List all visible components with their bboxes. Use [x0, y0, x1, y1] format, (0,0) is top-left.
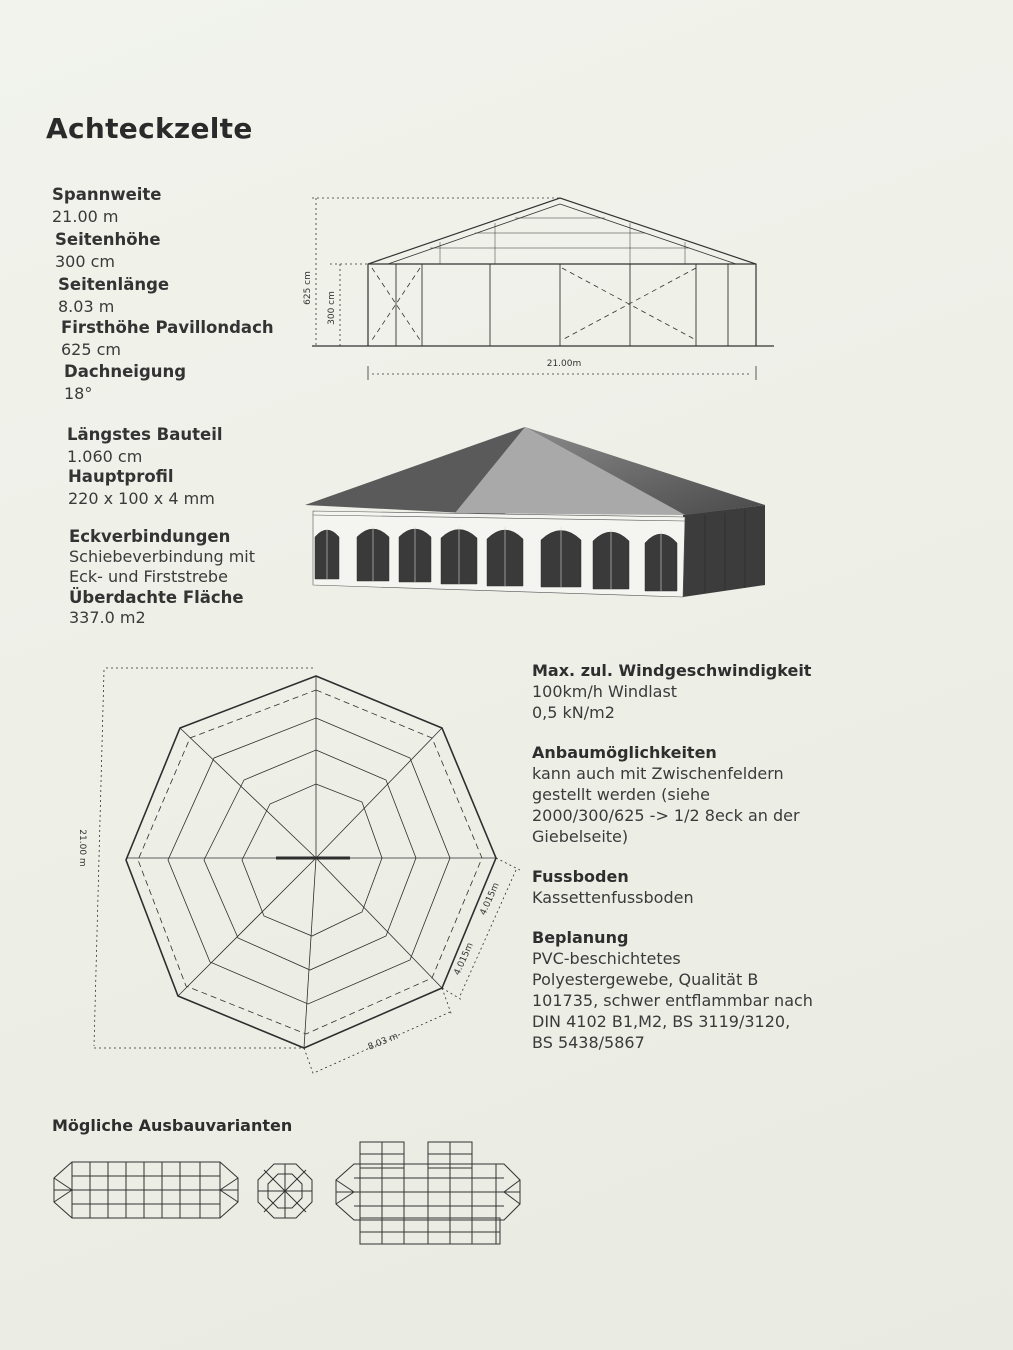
spec-right-line: Giebelseite)	[532, 827, 629, 846]
spec-right-label: Max. zul. Windgeschwindigkeit	[532, 661, 812, 680]
spec-label: Eckverbindungen	[69, 527, 231, 546]
spec-right-line: 0,5 kN/m2	[532, 703, 615, 722]
spec-right-line: Kassettenfussboden	[532, 888, 694, 907]
variant-cross	[332, 1138, 524, 1248]
spec-value: 21.00 m	[52, 207, 119, 226]
page-title: Achteckzelte	[46, 112, 253, 145]
plan-span-label: 21.00 m	[77, 829, 87, 867]
spec-right-line: 101735, schwer entflammbar nach	[532, 991, 813, 1010]
spec-value: 1.060 cm	[67, 447, 143, 466]
spec-laengstes-bauteil	[67, 424, 223, 468]
spec-spannweite	[52, 184, 162, 228]
spec-eckverbindungen	[69, 527, 255, 587]
spec-right-line: 100km/h Windlast	[532, 682, 678, 701]
spec-value: 18°	[64, 384, 93, 403]
spec-label: Seitenhöhe	[55, 230, 161, 249]
spec-seitenlaenge	[58, 274, 169, 318]
variant-octagon	[256, 1162, 314, 1220]
spec-seitenhoehe	[55, 229, 161, 273]
spec-value: Eck- und Firststrebe	[69, 567, 228, 586]
spec-right-line: PVC-beschichtetes	[532, 949, 681, 968]
variant-elongated	[50, 1158, 242, 1222]
spec-right-line: gestellt werden (siehe	[532, 785, 711, 804]
spec-right-list	[532, 660, 852, 1053]
spec-label: Längstes Bauteil	[67, 425, 223, 444]
spec-label: Hauptprofil	[68, 467, 174, 486]
spec-right-line: DIN 4102 B1,M2, BS 3119/3120,	[532, 1012, 791, 1031]
elevation-width-label: 21.00m	[546, 359, 582, 369]
spec-value: 337.0 m2	[69, 608, 146, 627]
plan-diag-label-2: 4.015m	[452, 941, 476, 978]
ausbau-title: Mögliche Ausbauvarianten	[52, 1116, 293, 1135]
spec-right-label: Anbaumöglichkeiten	[532, 743, 717, 762]
spec-label: Spannweite	[52, 185, 162, 204]
spec-right-label: Beplanung	[532, 928, 629, 947]
tent-rendering	[305, 425, 775, 600]
spec-label: Seitenlänge	[58, 275, 170, 294]
spec-value: 300 cm	[55, 252, 116, 271]
spec-firsthoehe	[61, 317, 274, 361]
octagon-plan	[77, 660, 530, 1080]
spec-hauptprofil	[68, 466, 215, 510]
spec-right-line: 2000/300/625 -> 1/2 8eck an der	[532, 806, 800, 825]
elevation-height-side-label: 300 cm	[327, 291, 337, 325]
spec-right-line: BS 5438/5867	[532, 1033, 645, 1052]
spec-label: Überdachte Fläche	[69, 588, 244, 607]
plan-side-label: 8.03 m	[366, 1031, 400, 1053]
spec-dachneigung	[64, 361, 186, 405]
spec-right-line: kann auch mit Zwischenfeldern	[532, 764, 784, 783]
spec-value: Schiebeverbindung mit	[69, 547, 255, 566]
spec-value: 8.03 m	[58, 297, 115, 316]
spec-value: 625 cm	[61, 340, 122, 359]
spec-right-label: Fussboden	[532, 867, 629, 886]
elevation-drawing	[300, 190, 780, 385]
spec-right-line: Polyestergewebe, Qualität B	[532, 970, 759, 989]
spec-label: Firsthöhe Pavillondach	[61, 318, 274, 337]
spec-label: Dachneigung	[64, 362, 187, 381]
spec-ueberdachte-flaeche	[69, 588, 244, 628]
spec-value: 220 x 100 x 4 mm	[68, 489, 215, 508]
plan-diag-label-1: 4.015m	[478, 881, 502, 918]
elevation-height-total-label: 625 cm	[303, 271, 313, 305]
